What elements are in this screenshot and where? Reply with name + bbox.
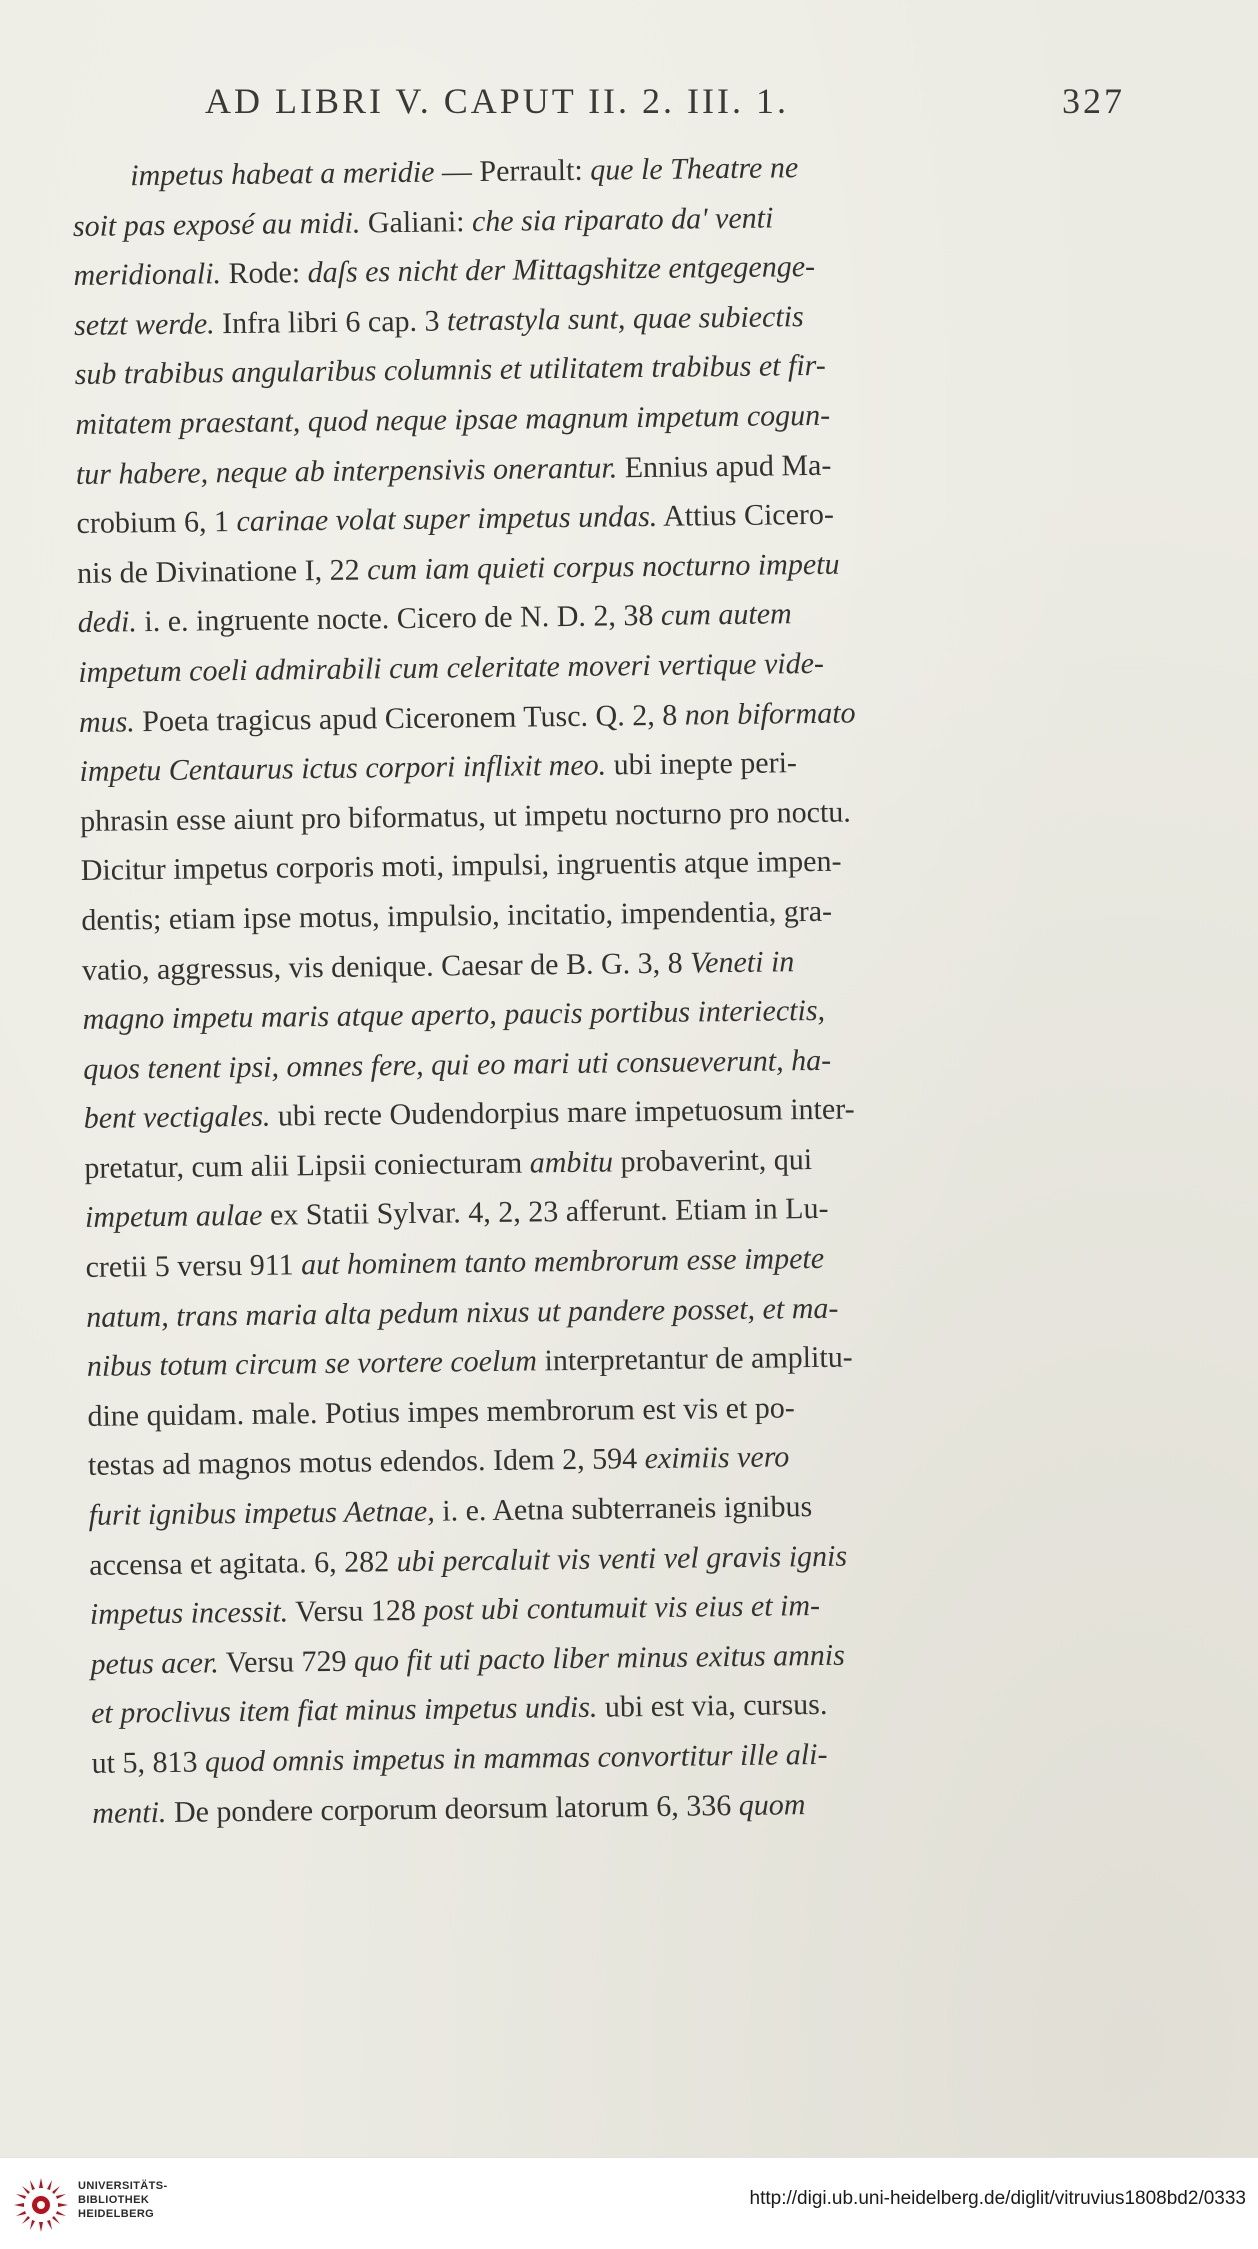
institution-line: HEIDELBERG (78, 2208, 155, 2220)
text-line: et proclivus item fiat minus impetus undis. ubi est via, cursus. (90, 1688, 828, 1731)
text-line: cretii 5 versu 911 aut hominem tanto membrorum esse impete (85, 1241, 825, 1284)
text-line: bent vectigales. ubi recte Oudendorpius mare impetuosum inter- (83, 1092, 855, 1136)
text-line: magno impetu maris atque aperto, paucis portibus interiectis, (82, 993, 826, 1037)
text-line: Dicitur impetus corporis moti, impulsi, ingruentis atque impen- (80, 844, 842, 888)
text-line: crobium 6, 1 carinae volat super impetus undas. Attius Cicero- (76, 497, 835, 541)
text-line: impetum coeli admirabili cum celeritate moveri vertique vide- (78, 646, 825, 689)
text-line: vatio, aggressus, vis denique. Caesar de B. G. 3, 8 Veneti in (81, 944, 795, 987)
text-line: nibus totum circum se vortere coelum interpretantur de amplitu- (86, 1340, 853, 1384)
commentary-text (72, 139, 1161, 1838)
text-line: mitatem praestant, quod neque ipsae magnum impetum cogun- (75, 398, 831, 441)
text-line: setzt werde. Infra libri 6 cap. 3 tetrastyla sunt, quae subiectis (73, 299, 804, 342)
text-line: petus acer. Versu 729 quo fit uti pacto liber minus exitus amnis (90, 1638, 846, 1681)
text-line: tur habere, neque ab interpensivis onerantur. Ennius apud Ma- (75, 448, 832, 491)
text-line: impetum aulae ex Statii Sylvar. 4, 2, 23 afferunt. Etiam in Lu- (84, 1192, 829, 1235)
text-line: impetu Centaurus ictus corpori inflixit meo. ubi inepte peri- (79, 746, 798, 789)
text-line: testas ad magnos motus edendos. Idem 2, 594 eximiis vero (87, 1440, 790, 1483)
text-line: pretatur, cum alii Lipsii coniecturam ambitu probaverint, qui (84, 1142, 813, 1185)
text-line: mus. Poeta tragicus apud Ciceronem Tusc. Q. 2, 8 non biformato (78, 696, 856, 739)
text-line: impetus incessit. Versu 128 post ubi contumuit vis eius et im- (89, 1589, 821, 1632)
page-number: 327 (1062, 81, 1125, 121)
text-line: natum, trans maria alta pedum nixus ut pandere posset, et ma- (86, 1291, 839, 1334)
institution-name (78, 2179, 168, 2221)
text-line: dine quidam. male. Potius impes membrorum est vis et po- (87, 1391, 796, 1433)
text-line: meridionali. Rode: daſs es nicht der Mittagshitze entgegenge- (73, 250, 816, 293)
text-line: phrasin esse aiunt pro biformatus, ut impetu nocturno pro noctu. (79, 795, 852, 838)
text-line: ut 5, 813 quod omnis impetus in mammas convortitur ille ali- (91, 1737, 828, 1780)
text-line: soit pas exposé au midi. Galiani: che sia riparato da' venti (72, 201, 774, 243)
institution-line: UNIVERSITÄTS- (78, 2180, 168, 2192)
footer-bar (0, 2157, 1258, 2249)
page-header (205, 80, 1125, 130)
source-url-link[interactable]: http://digi.ub.uni-heidelberg.de/diglit/vitruvius1808bd2/0333 (749, 2188, 1246, 2209)
institution-line: BIBLIOTHEK (78, 2194, 150, 2206)
university-seal-icon (10, 2174, 72, 2236)
text-line: nis de Divinatione I, 22 cum iam quieti corpus nocturno impetu (76, 547, 840, 590)
text-line: impetus habeat a meridie — Perrault: que le Theatre ne (130, 151, 799, 193)
text-line: accensa et agitata. 6, 282 ubi percaluit vis venti vel gravis ignis (89, 1539, 848, 1582)
text-line: menti. De pondere corporum deorsum latorum 6, 336 quom (92, 1787, 806, 1830)
text-line: sub trabibus angularibus columnis et utilitatem trabibus et fir- (74, 349, 826, 392)
text-line: dentis; etiam ipse motus, impulsio, incitatio, impendentia, gra- (81, 894, 833, 937)
text-line: dedi. i. e. ingruente nocte. Cicero de N. D. 2, 38 cum autem (77, 597, 792, 640)
running-title: AD LIBRI V. CAPUT II. 2. III. 1. (205, 81, 790, 121)
text-line: quos tenent ipsi, omnes fere, qui eo mari uti consueverunt, ha- (83, 1043, 832, 1086)
text-line: furit ignibus impetus Aetnae, i. e. Aetna subterraneis ignibus (88, 1490, 813, 1532)
